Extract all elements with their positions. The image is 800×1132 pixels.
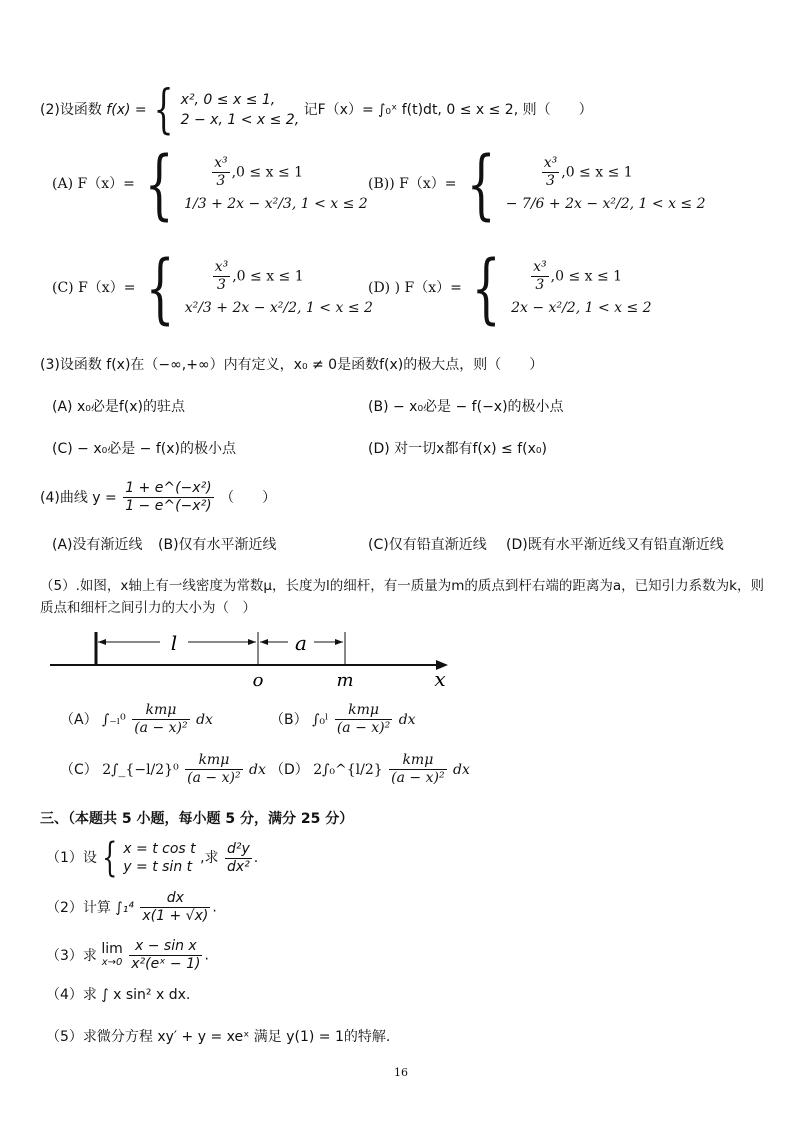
p1-ask: ,求: [200, 850, 219, 866]
q2-option-b: [368, 139, 706, 228]
q4-option-d: (D)既有水平渐近线又有铅直渐近线: [506, 537, 724, 553]
fig-label-o: o: [252, 670, 264, 690]
p2-den: x(1 + √x): [142, 908, 209, 924]
q5-d-label: （D）: [270, 761, 309, 778]
p1-frac: [225, 841, 252, 876]
q4-option-c: (C)仅有铅直渐近线: [368, 537, 487, 553]
q5-option-c: [60, 752, 266, 796]
p3-num: x − sin x: [129, 938, 202, 956]
p3-den: x²(eˣ − 1): [131, 956, 201, 972]
sec3-p4: （4）求 ∫ x sin² x dx.: [46, 987, 191, 1003]
p3-lim: lim: [101, 940, 123, 957]
q2-c-c1-tail: ,0 ≤ x ≤ 1: [232, 268, 304, 285]
q5-figure: [40, 620, 460, 690]
q2-a-cases: [184, 155, 368, 213]
p2-num: dx: [140, 890, 210, 908]
q2-b-c1-den: 3: [546, 173, 555, 189]
q5-c-den: (a − x)²: [187, 770, 241, 786]
q2-cases: [181, 90, 300, 130]
q5-option-a: [60, 702, 213, 746]
q5-b-frac: [335, 702, 392, 737]
section-3-title: 三、（本题共 5 小题，每小题 5 分，满分 25 分）: [40, 811, 354, 827]
p2-frac: [140, 890, 210, 925]
q2-option-a: [52, 139, 368, 228]
q2-case1: x², 0 ≤ x ≤ 1,: [180, 92, 276, 108]
q2-c-case1: [185, 259, 373, 299]
q5-b-den: (a − x)²: [336, 720, 391, 736]
q2-b-c1-frac: [542, 155, 560, 190]
q5-option-b: [270, 702, 416, 746]
q5-a-dx: dx: [196, 711, 213, 728]
fig-label-m: m: [336, 670, 354, 690]
q4-frac: [123, 480, 213, 515]
q3-stem: (3)设函数 f(x)在（−∞,+∞）内有定义，x₀ ≠ 0是函数f(x)的极大点，则（ ）: [40, 357, 544, 373]
q5-a-int: ∫₋ₗ⁰: [102, 711, 126, 728]
q5-line1: （5）.如图，x轴上有一线密度为常数μ，长度为l的细杆，有一质量为m的质点到杆右端的距离为a，已知引力系数为k，则: [40, 578, 764, 594]
fig-label-l: l: [170, 631, 178, 655]
q4-stem-text: (4)曲线 y =: [40, 489, 117, 506]
q5-a-num: kmμ: [132, 702, 189, 720]
q2-a-case1: [184, 155, 368, 195]
p2-int: ∫₁⁴: [115, 899, 134, 916]
q3-option-d: (D) 对一切x都有f(x) ≤ f(x₀): [368, 441, 547, 457]
q5-a-frac: [132, 702, 189, 737]
p1-den: dx²: [227, 858, 250, 875]
q5-line2: 质点和细杆之间引力的大小为（ ）: [40, 600, 256, 616]
q2-option-d: [368, 243, 652, 332]
q2-d-cases: [511, 259, 651, 317]
p1-label: （1）设: [46, 850, 97, 866]
a-arrow-right: [335, 639, 343, 645]
p1-case1: x = t cos t: [123, 841, 196, 857]
q2-d-c1-frac: [531, 259, 549, 294]
q2-b-case2: − 7/6 + 2x − x²/2, 1 < x ≤ 2: [505, 196, 706, 212]
q2-d-label: (D) ) F（x）=: [368, 280, 462, 296]
q2-c-label: (C) F（x）=: [52, 280, 136, 296]
sec3-p1: （1）设 { x = t cos t y = t sin t ,求 $\frac{\text{d²y}}{\text{dx²}}$ .: [46, 835, 259, 881]
q5-a-den: (a − x)²: [134, 720, 188, 736]
q2-d-c1-den: 3: [535, 277, 545, 293]
q2-d-c1-tail: ,0 ≤ x ≤ 1: [550, 268, 623, 285]
q5-d-int: 2∫₀^{l/2}: [313, 761, 383, 778]
q5-a-label: （A）: [60, 711, 98, 728]
q2-b-brace: {: [466, 139, 496, 228]
q2-b-c1-tail: ,0 ≤ x ≤ 1: [561, 164, 633, 181]
q2-d-case2: 2x − x²/2, 1 < x ≤ 2: [511, 300, 652, 316]
q2-c-case2: x²/3 + 2x − x²/2, 1 < x ≤ 2: [184, 300, 373, 316]
sec3-p3: （3）求 lim x→0 $\frac{\text{x − sin x}}{\text{x²(eˣ − 1)}}$ .: [46, 938, 209, 972]
p1-brace: {: [102, 835, 118, 881]
q2-c-cases: [185, 259, 373, 317]
q3-option-a: (A) x₀必是f(x)的驻点: [52, 399, 185, 415]
q3-option-c: (C) − x₀必是 − f(x)的极小点: [52, 441, 236, 457]
q2-d-c1-num: x³: [533, 259, 547, 275]
q2-a-c1-den: 3: [216, 173, 226, 189]
q5-c-label: （C）: [60, 761, 98, 778]
fig-label-a: a: [295, 631, 307, 655]
p3-lim-sub: x→0: [101, 956, 123, 968]
q2-b-cases: [506, 155, 706, 213]
p3-frac: [129, 938, 202, 973]
p3-limit: [101, 942, 122, 970]
q4-den: 1 − e^(−x²): [125, 498, 212, 514]
q5-option-d: [270, 752, 470, 796]
q5-c-frac: [185, 752, 242, 787]
q5-d-frac: [389, 752, 446, 787]
q4-tail: （ ）: [220, 489, 277, 506]
q5-d-dx: dx: [453, 761, 470, 778]
q2-stem: [40, 80, 593, 140]
q3-option-b: (B) − x₀必是 − f(−x)的极小点: [368, 399, 564, 415]
q4-num: 1 + e^(−x²): [125, 480, 212, 496]
q5-b-dx: dx: [398, 711, 416, 728]
q2-a-c1-num: x³: [214, 155, 228, 171]
q2-c-c1-num: x³: [214, 259, 229, 275]
p1-cases: [123, 840, 195, 876]
p1-case2: y = t sin t: [123, 859, 193, 875]
l-arrow-left: [98, 639, 106, 645]
q2-b-label: (B)) F（x）=: [368, 176, 457, 192]
q2-a-brace: {: [144, 139, 174, 228]
q5-d-num: kmμ: [389, 752, 446, 770]
p1-num: d²y: [227, 840, 250, 857]
q2-a-c1-frac: [212, 155, 230, 190]
q2-stem-text: (2)设函数: [40, 102, 102, 118]
q2-c-c1-frac: [213, 259, 231, 294]
p3-label: （3）求: [46, 947, 97, 964]
a-arrow-left: [260, 639, 268, 645]
q2-option-c: [52, 243, 373, 332]
q5-b-int: ∫₀ˡ: [312, 711, 329, 728]
q5-c-num: kmμ: [185, 752, 242, 770]
q2-fx: f(x) =: [106, 102, 147, 118]
page-number: 16: [394, 1066, 408, 1079]
q2-c-brace: {: [145, 243, 175, 332]
q2-a-label: (A) F（x）=: [52, 176, 135, 192]
sec3-p2: （2）计算 ∫₁⁴ $\frac{dx}{x(1 + √x)}$ .: [46, 890, 217, 924]
q2-brace: {: [153, 80, 174, 140]
q2-d-brace: {: [471, 243, 501, 332]
q2-d-case1: [511, 259, 651, 299]
q5-b-label: （B）: [270, 711, 308, 728]
q2-stem-tail: 记F（x）= ∫₀ˣ f(t)dt, 0 ≤ x ≤ 2, 则（ ）: [303, 102, 593, 118]
q5-d-den: (a − x)²: [391, 770, 445, 786]
q2-b-case1: [506, 155, 706, 195]
q5-b-num: kmμ: [335, 702, 392, 720]
q2-case2: 2 − x, 1 < x ≤ 2,: [180, 112, 300, 128]
q2-c-c1-den: 3: [217, 277, 226, 293]
q2-a-case2: 1/3 + 2x − x²/3, 1 < x ≤ 2: [184, 196, 368, 212]
q5-c-int: 2∫_{−l/2}⁰: [102, 761, 179, 778]
q4-option-b: (B)仅有水平渐近线: [158, 537, 277, 553]
q2-b-c1-num: x³: [543, 155, 558, 171]
q2-a-c1-tail: ,0 ≤ x ≤ 1: [231, 164, 304, 181]
q4-option-a: (A)没有渐近线: [52, 537, 143, 553]
q4-stem: [40, 480, 276, 524]
l-arrow-right: [248, 639, 256, 645]
p2-label: （2）计算: [46, 899, 111, 916]
fig-label-x: x: [434, 667, 446, 690]
sec3-p5: （5）求微分方程 xy′ + y = xeˣ 满足 y(1) = 1的特解.: [46, 1029, 391, 1045]
q5-c-dx: dx: [249, 761, 266, 778]
